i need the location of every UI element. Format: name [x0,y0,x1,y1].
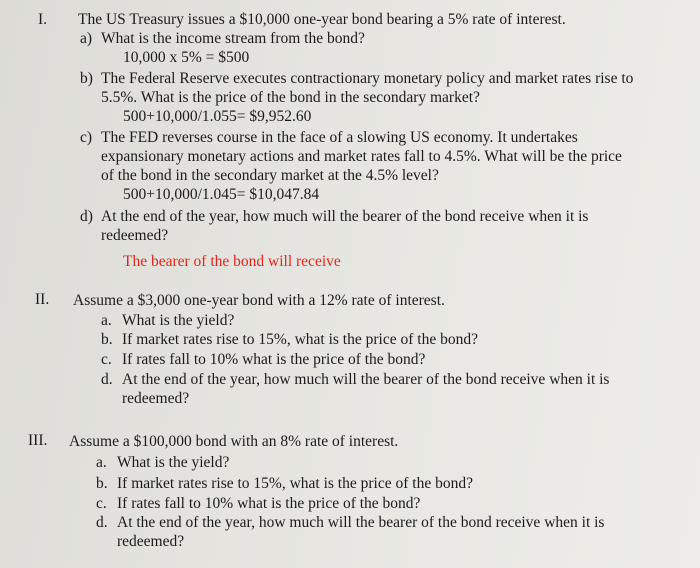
section-1-item-c-question-line-2: expansionary monetary actions and market rates fall to 4.5%. What will be the price [101,148,622,165]
section-1-item-b-question-line-2: 5.5%. What is the price of the bond in the secondary market? [101,89,480,106]
section-3-item-b-marker: b. [96,475,108,492]
section-1-item-d-answer: The bearer of the bond will receive [123,253,341,270]
section-2-item-b-question: If market rates rise to 15%, what is the price of the bond? [122,331,478,348]
section-2-item-c-question: If rates fall to 10% what is the price of the bond? [122,351,426,368]
section-1-item-c-marker: c) [80,129,93,146]
section-1-item-b-answer: 500+10,000/1.055= $9,952.60 [123,108,312,125]
section-1-numeral: I. [38,11,48,28]
section-1-item-a-question: What is the income stream from the bond? [101,30,365,47]
section-2-item-d-question-line-1: At the end of the year, how much will the bearer of the bond receive when it is [122,371,610,388]
section-1-item-a-answer: 10,000 x 5% = $500 [123,49,250,66]
section-3-item-d-marker: d. [96,514,108,531]
section-3-item-c-marker: c. [96,495,107,512]
section-2-intro: Assume a $3,000 one-year bond with a 12% rate of interest. [73,292,445,309]
section-3-item-d-question-line-2: redeemed? [117,533,185,550]
section-2-numeral: II. [35,291,50,308]
section-1-item-b-marker: b) [80,70,93,87]
section-1-item-c-question-line-3: of the bond in the secondary market at the 4.5% level? [101,167,439,184]
section-1-item-d-question-line-1: At the end of the year, how much will the bearer of the bond receive when it is [101,208,589,225]
section-3-item-a-question: What is the yield? [117,454,230,471]
section-1-item-c-answer: 500+10,000/1.045= $10,047.84 [123,186,320,203]
section-2-item-d-marker: d. [101,371,113,388]
section-1-item-c-question-line-1: The FED reverses course in the face of a slowing US economy. It undertakes [101,129,578,146]
section-2-item-d-question-line-2: redeemed? [122,390,190,407]
section-2-item-a-question: What is the yield? [122,312,235,329]
section-1-item-d-question-line-2: redeemed? [101,227,169,244]
section-2-item-c-marker: c. [101,351,112,368]
section-2-item-b-marker: b. [101,331,113,348]
section-3-item-c-question: If rates fall to 10% what is the price of the bond? [117,495,421,512]
section-2-item-a-marker: a. [101,312,112,329]
section-3-intro: Assume a $100,000 bond with an 8% rate of interest. [69,433,399,450]
section-1-intro: The US Treasury issues a $10,000 one-year bond bearing a 5% rate of interest. [78,11,566,28]
section-3-item-d-question-line-1: At the end of the year, how much will the bearer of the bond receive when it is [117,514,605,531]
section-3-item-b-question: If market rates rise to 15%, what is the price of the bond? [117,475,473,492]
section-3-item-a-marker: a. [96,454,107,471]
section-1-item-a-marker: a) [80,30,93,47]
section-1-item-b-question-line-1: The Federal Reserve executes contractionary monetary policy and market rates rise to [101,70,634,87]
section-3-numeral: III. [28,432,48,449]
section-1-item-d-marker: d) [80,208,93,225]
